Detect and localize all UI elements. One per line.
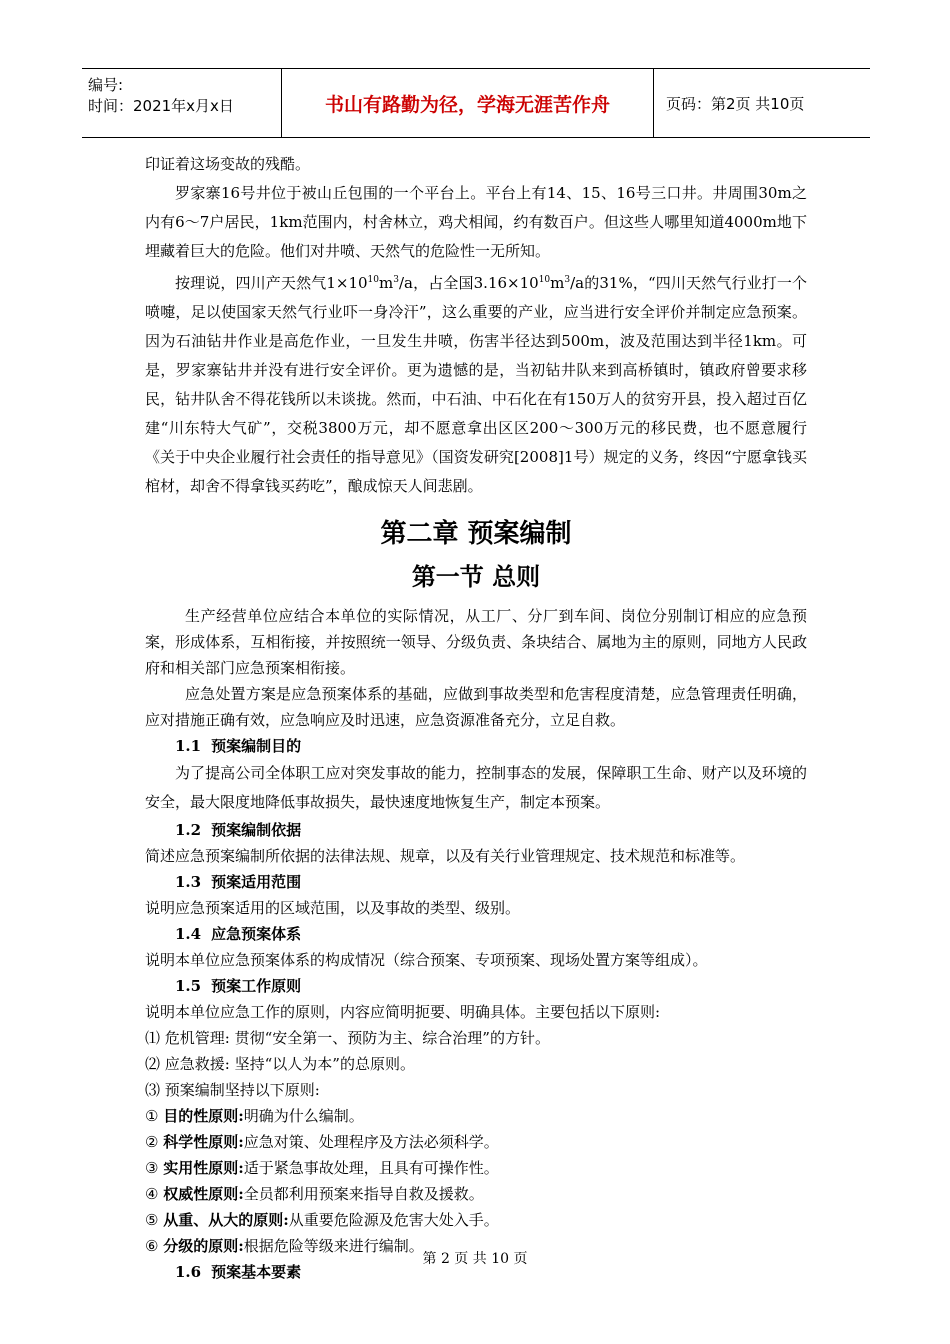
paragraph: 印证着这场变故的残酷。 bbox=[145, 155, 311, 173]
chapter-title: 第二章 预案编制 bbox=[380, 519, 572, 549]
section-title: 第一节 总则 bbox=[411, 563, 541, 591]
list-item: ④ 权威性原则:全员都利用预案来指导自救及援救。 bbox=[145, 1185, 484, 1203]
header-meta bbox=[82, 69, 282, 137]
section-heading: 1.2 预案编制依据 bbox=[175, 821, 302, 839]
header-page-info: 页码：第2页 共10页 bbox=[666, 94, 805, 113]
section-heading: 1.6 预案基本要素 bbox=[175, 1263, 302, 1281]
list-item: ① 目的性原则:明确为什么编制。 bbox=[145, 1107, 364, 1125]
list-item: ② 科学性原则:应急对策、处理程序及方法必须科学。 bbox=[145, 1133, 499, 1151]
section-heading: 1.5 预案工作原则 bbox=[175, 977, 302, 995]
list-item: ⑴ 危机管理: 贯彻“安全第一、预防为主、综合治理”的方针。 bbox=[145, 1029, 550, 1047]
paragraph: 说明本单位应急工作的原则，内容应简明扼要、明确具体。主要包括以下原则: bbox=[145, 1003, 661, 1021]
paragraph: 为了提高公司全体职工应对突发事故的能力，控制事态的发展，保障职工生命、财产以及环境的安全，最大限度地降低事故损失，最快速度地恢复生产，制定本预案。 bbox=[145, 764, 807, 811]
page-footer: 第 2 页 共 10 页 bbox=[422, 1251, 528, 1267]
paragraph: 罗家寨16号井位于被山丘包围的一个平台上。平台上有14、15、16号三口井。井周围30m之内有6～7户居民，1km范围内，村舍林立，鸡犬相闻，约有数百户。但这些人哪里知道4000m地下埋藏着巨大的危险。他们对井喷、天然气的危险性一无所知。 bbox=[145, 184, 807, 260]
header-motto: 书山有路勤为径，学海无涯苦作舟 bbox=[282, 69, 654, 137]
paragraph: 生产经营单位应结合本单位的实际情况，从工厂、分厂到车间、岗位分别制订相应的应急预案，形成体系，互相衔接，并按照统一领导、分级负责、条块结合、属地为主的原则，同地方人民政府和相关部门应急预案相衔接。 bbox=[145, 607, 807, 677]
list-item: ③ 实用性原则:适于紧急事故处理，且具有可操作性。 bbox=[145, 1159, 499, 1177]
paragraph: 按理说，四川产天然气$1\times 10^{10}m^3/a$，占全国$3.16\times 10^{10}m^3/a$的31%，“四川天然气行业打一个喷嚏，足以使国家天然气行业吓一身冷汗”，这么重要的产业，应当进行安全评价并制定应急预案。因为石油钻井作业是高危作业，一旦发生井喷，伤害半径达到500m，波及范围达到半径1km。可是，罗家寨钻井并没有进行安全评价。更为遗憾的是，当初钻井队来到高桥镇时，镇政府曾要求移民，钻井队舍不得花钱所以未谈拢。然而，中石油、中石化在有150万人的贫穷开县，投入超过百亿建“川东特大气矿”，交税3800万元，却不愿意拿出区区200～300万元的移民费，也不愿意履行《关于中央企业履行社会责任的指导意见》（国资发研究[2008]1号）规定的义务，终因“宁愿拿钱买棺材，却舍不得拿钱买药吃”，酿成惊天人间悲剧。 bbox=[145, 274, 807, 495]
section-heading: 1.1 预案编制目的 bbox=[175, 737, 302, 755]
list-item: ⑶ 预案编制坚持以下原则: bbox=[145, 1081, 320, 1099]
list-item: ⑵ 应急救援: 坚持“以人为本”的总原则。 bbox=[145, 1055, 415, 1073]
paragraph: 说明应急预案适用的区域范围，以及事故的类型、级别。 bbox=[145, 899, 521, 917]
number-label: 编号: bbox=[88, 76, 124, 94]
section-heading: 1.3 预案适用范围 bbox=[175, 873, 302, 891]
list-item: ⑥ 分级的原则:根据危险等级来进行编制。 bbox=[145, 1237, 424, 1255]
document-body bbox=[145, 150, 807, 1285]
paragraph: 说明本单位应急预案体系的构成情况（综合预案、专项预案、现场处置方案等组成）。 bbox=[145, 951, 708, 969]
paragraph: 简述应急预案编制所依据的法律法规、规章，以及有关行业管理规定、技术规范和标准等。 bbox=[145, 847, 746, 865]
section-heading: 1.4 应急预案体系 bbox=[175, 925, 302, 943]
page-header bbox=[82, 68, 870, 138]
time-label: 时间：2021年x月x日 bbox=[88, 97, 234, 115]
paragraph: 应急处置方案是应急预案体系的基础，应做到事故类型和危害程度清楚，应急管理责任明确，应对措施正确有效，应急响应及时迅速，应急资源准备充分，立足自救。 bbox=[145, 685, 807, 729]
list-item: ⑤ 从重、从大的原则:从重要危险源及危害大处入手。 bbox=[145, 1211, 499, 1229]
